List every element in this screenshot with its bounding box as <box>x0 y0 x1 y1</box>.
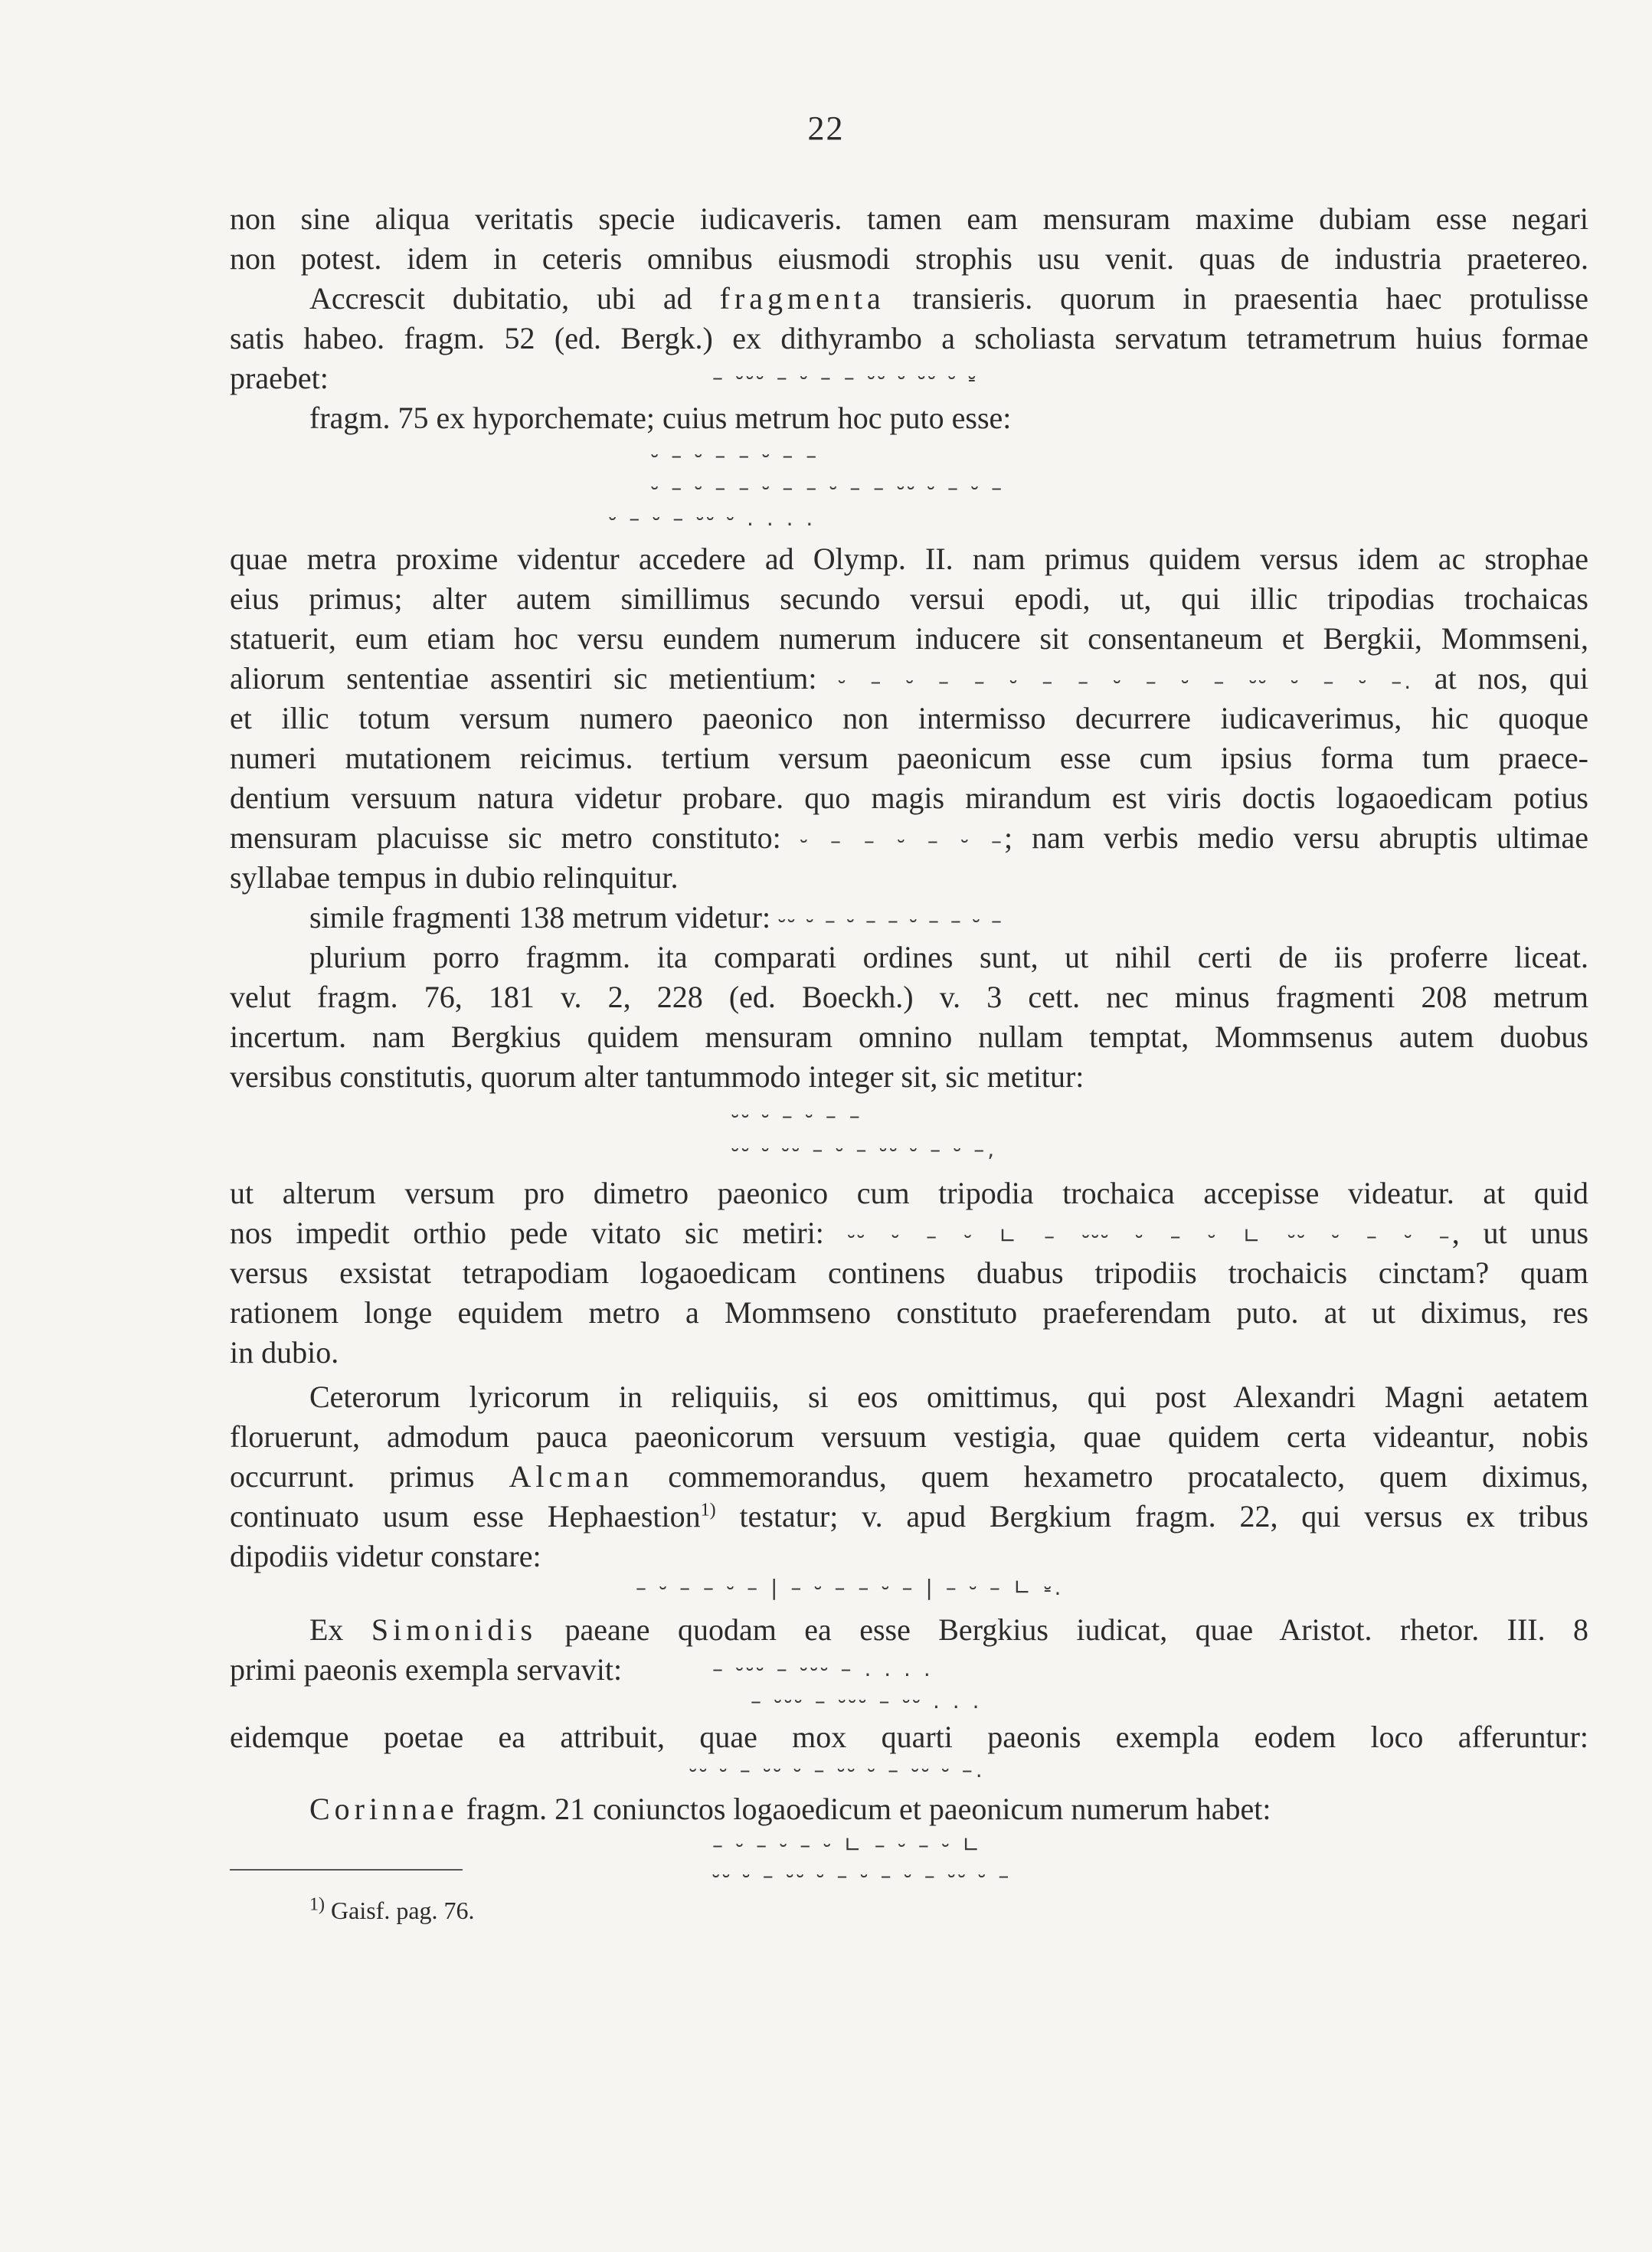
metre-scheme: ⏑ – – ⏑ – ⏑ – <box>800 828 1004 853</box>
text-line: praebet: <box>230 361 329 395</box>
metre-scheme: ⏑ – ⏑ – – ⏑ – – ⏑ – ⏑ – ⏑⏑ ⏑ – ⏑ –. <box>838 669 1414 694</box>
page-number: 22 <box>807 110 845 147</box>
metre-scheme: – ⏑ – – ⏑ – | – ⏑ – – ⏑ – | – ⏑ – ∟ ⏓. <box>636 1575 1065 1600</box>
text-line: continuato usum esse Hephaestion$^{1)}$ testatur; v. apud Bergkium fragm. 22, qui versus ex tribus <box>230 1499 1589 1534</box>
text-line: mensuram placuisse sic metro constituto: ⏑ – – ⏑ – ⏑ –; nam verbis medio versu abruptis ultimae <box>230 820 1589 855</box>
text-line: Ex Simonidis paeane quodam ea esse Bergkius iudicat, quae Aristot. rhetor. III. 8 <box>309 1612 1589 1647</box>
text-line: incertum. nam Bergkius quidem mensuram omnino nullam temptat, Mommsenus autem duobus <box>230 1020 1588 1054</box>
metre-scheme: ⏑⏑ ⏑ ⏑⏑ – ⏑ – ⏑⏑ ⏑ – ⏑ –, <box>731 1137 998 1162</box>
text-line: et illic totum versum numero paeonico non intermisso decurrere iudicaverimus, hic quoque <box>230 701 1588 735</box>
metre-scheme: ⏑⏑ ⏑ – ⏑ ∟ – ⏑⏑⏑ ⏑ – ⏑ ∟ ⏑⏑ ⏑ – ⏑ – <box>847 1223 1452 1249</box>
footnote <box>309 1895 475 1926</box>
text-line: plurium porro fragmm. ita comparati ordines sunt, ut nihil certi de iis proferre liceat. <box>309 940 1588 974</box>
spaced-term: Corinnae <box>309 1792 459 1826</box>
text-line: Accrescit dubitatio, ubi ad fragmenta transieris. quorum in praesentia haec protulisse <box>309 281 1589 316</box>
spaced-term: fragmenta <box>719 281 885 316</box>
metre-scheme: ⏑⏑ ⏑ – ⏑ – – ⏑ – – ⏑ – <box>778 908 1005 933</box>
metre-scheme: ⏑⏑ ⏑ – ⏑⏑ ⏑ – ⏑ – ⏑ – ⏑⏑ ⏑ – <box>712 1863 1012 1888</box>
text-line: aliorum sententiae assentiri sic metientium: ⏑ – ⏑ – – ⏑ – – ⏑ – ⏑ – ⏑⏑ ⏑ – ⏑ –. at nos, qui <box>230 661 1589 696</box>
metre-scheme: – ⏑⏑⏑ – ⏑⏑⏑ – . . . . <box>712 1656 934 1681</box>
text-line: ut alterum versum pro dimetro paeonico cum tripodia trochaica accepisse videatur. at quid <box>230 1176 1588 1210</box>
text-line: syllabae tempus in dubio relinquitur. <box>230 860 679 895</box>
text-line: dipodiis videtur constare: <box>230 1539 541 1573</box>
metre-scheme: – ⏑⏑⏑ – ⏑ – – ⏑⏑ ⏑ ⏑⏑ ⏑ ⏓ <box>712 365 979 390</box>
text-line: velut fragm. 76, 181 v. 2, 228 (ed. Boeckh.) v. 3 cett. nec minus fragmenti 208 metrum <box>230 980 1588 1014</box>
text-line: numeri mutationem reicimus. tertium versum paeonicum esse cum ipsius forma tum praece- <box>230 741 1588 775</box>
metre-scheme: ⏑⏑ ⏑ – ⏑ – – <box>731 1103 863 1128</box>
footnote-marker: 1) <box>309 1894 325 1915</box>
text-line: fragm. 75 ex hyporchemate; cuius metrum hoc puto esse: <box>309 401 1012 435</box>
text-line: non potest. idem in ceteris omnibus eiusmodi strophis usu venit. quas de industria praetereo. <box>230 241 1588 276</box>
text-line: floruerunt, admodum pauca paeonicorum versuum vestigia, quae quidem certa videantur, nobis <box>230 1419 1588 1454</box>
text-line: rationem longe equidem metro a Mommseno constituto praeferendam puto. at ut diximus, res <box>230 1295 1588 1330</box>
text-line: nos impedit orthio pede vitato sic metiri: ⏑⏑ ⏑ – ⏑ ∟ – ⏑⏑⏑ ⏑ – ⏑ ∟ ⏑⏑ ⏑ – ⏑ –, ut unus <box>230 1216 1589 1250</box>
text-line: simile fragmenti 138 metrum videtur: ⏑⏑ ⏑ – ⏑ – – ⏑ – – ⏑ – <box>309 900 1005 935</box>
text-line: versus exsistat tetrapodiam logaoedicam continens duabus tripodiis trochaicis cinctam? quam <box>230 1255 1588 1290</box>
metre-scheme: – ⏑ – ⏑ – ⏑ ∟ – ⏑ – ⏑ ∟ <box>712 1832 983 1858</box>
text-line: Corinnae fragm. 21 coniunctos logaoedicum et paeonicum numerum habet: <box>309 1792 1271 1826</box>
text-line: non sine aliqua veritatis specie iudicaveris. tamen eam mensuram maxime dubiam esse negari <box>230 201 1588 236</box>
text-line: primi paeonis exempla servavit: <box>230 1652 623 1687</box>
text-line: versibus constitutis, quorum alter tantummodo integer sit, sic metitur: <box>230 1059 1084 1094</box>
text-line: Ceterorum lyricorum in reliquiis, si eos omittimus, qui post Alexandri Magni aetatem <box>309 1380 1588 1414</box>
metre-scheme: – ⏑⏑⏑ – ⏑⏑⏑ – ⏑⏑ . . . <box>751 1688 983 1714</box>
footnote-text: Gaisf. pag. 76. <box>331 1897 475 1924</box>
footnote-rule <box>230 1869 463 1871</box>
metre-scheme: ⏑⏑ ⏑ – ⏑⏑ ⏑ – ⏑⏑ ⏑ – ⏑⏑ ⏑ –. <box>689 1757 986 1782</box>
text-line: dentium versuum natura videtur probare. quo magis mirandum est viris doctis logaoedicam potius <box>230 781 1588 815</box>
text-line: eius primus; alter autem simillimus secundo versui epodi, ut, qui illic tripodias trochaicas <box>230 581 1588 616</box>
spaced-term: Simonidis <box>371 1612 538 1647</box>
metre-scheme: ⏑ – ⏑ – – ⏑ – – ⏑ – – ⏑⏑ ⏑ – ⏑ – <box>651 475 1006 500</box>
text-line: eidemque poetae ea attribuit, quae mox quarti paeonis exempla eodem loco afferuntur: <box>230 1720 1588 1754</box>
text-line: quae metra proxime videntur accedere ad Olymp. II. nam primus quidem versus idem ac strophae <box>230 542 1588 576</box>
text-line: satis habeo. fragm. 52 (ed. Bergk.) ex dithyrambo a scholiasta servatum tetrametrum huius formae <box>230 321 1588 355</box>
footnote-ref: 1) <box>700 1500 716 1520</box>
spaced-term: Alcman <box>509 1459 634 1494</box>
metre-scheme: ⏑ – ⏑ – – ⏑ – – <box>651 443 820 468</box>
text-line: statuerit, eum etiam hoc versu eundem numerum inducere sit consentaneum et Bergkii, Mommseni, <box>230 621 1588 656</box>
text-line: in dubio. <box>230 1335 339 1370</box>
metre-scheme: ⏑ – ⏑ – ⏑⏑ ⏑ . . . . <box>609 506 816 531</box>
text-line: occurrunt. primus Alcman commemorandus, quem hexametro procatalecto, quem diximus, <box>230 1459 1588 1494</box>
